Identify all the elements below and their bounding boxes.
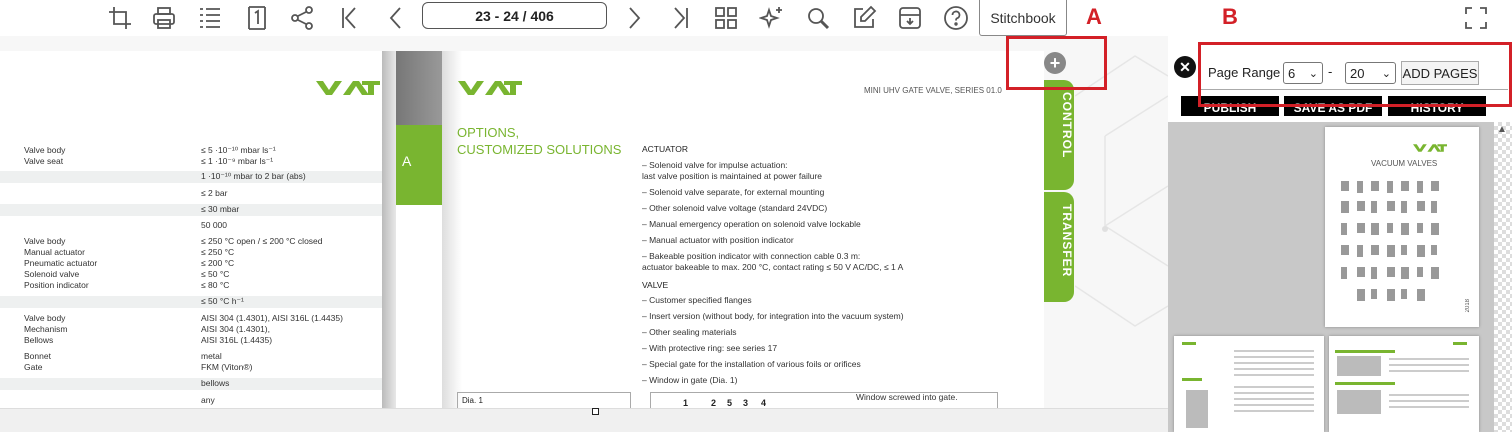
spec-value: 50 000 — [201, 220, 227, 230]
page-gutter — [442, 51, 462, 408]
thumbnail-content — [1174, 336, 1324, 432]
actuator-heading: ACTUATOR — [642, 144, 688, 154]
range-dash: - — [1328, 64, 1333, 79]
archive-icon[interactable] — [896, 4, 924, 32]
actuator-option: – Manual emergency operation on solenoid valve lockable — [642, 219, 861, 229]
valve-option: – With protective ring: see series 17 — [642, 343, 778, 353]
window-caption: Window screwed into gate. — [856, 392, 958, 402]
actuator-option: – Solenoid valve for impulse actuation: — [642, 160, 788, 170]
close-icon[interactable]: ✕ — [1174, 56, 1196, 78]
right-page — [396, 51, 1044, 408]
spec-row — [0, 378, 382, 390]
vat-logo — [458, 81, 522, 100]
scroll-handle[interactable] — [592, 408, 599, 415]
spec-label: Gate — [24, 362, 43, 372]
page-spine — [382, 51, 396, 408]
diagram-number: 5 — [727, 398, 733, 408]
grid-icon[interactable] — [712, 4, 740, 32]
toolbar — [0, 0, 1512, 36]
spec-row — [0, 395, 382, 407]
spec-label: Valve body — [24, 313, 66, 323]
valve-option: – Special gate for the installation of various foils or orifices — [642, 359, 861, 369]
spec-value: ≤ 2 bar — [201, 188, 228, 198]
last-page-icon[interactable] — [666, 4, 694, 32]
first-page-icon[interactable] — [336, 4, 364, 32]
cover-title: VACUUM VALVES — [1371, 159, 1438, 168]
spec-value: ≤ 5 ·10⁻¹⁰ mbar ls⁻¹ — [201, 145, 276, 155]
spec-value: bellows — [201, 378, 230, 388]
single-page-icon[interactable] — [243, 4, 271, 32]
sparkle-icon[interactable] — [758, 4, 786, 32]
valve-option: – Other sealing materials — [642, 327, 737, 337]
spec-value: ≤ 80 °C — [201, 280, 230, 290]
spec-row — [0, 204, 382, 216]
spec-value: AISI 304 (1.4301), — [201, 324, 270, 334]
spec-label: Valve seat — [24, 156, 64, 166]
thumbnail-page[interactable] — [1329, 336, 1479, 432]
thumbnail-cover[interactable] — [1325, 127, 1479, 327]
spec-label: Valve body — [24, 145, 66, 155]
page-range-to-value: 20 — [1350, 65, 1365, 81]
actuator-option: – Other solenoid valve voltage (standard 24VDC) — [642, 203, 828, 213]
spec-label: Bonnet — [24, 351, 51, 361]
spec-label: Mechanism — [24, 324, 68, 334]
print-icon[interactable] — [150, 4, 178, 32]
annotation-letter-a: A — [1086, 4, 1102, 29]
spec-row — [0, 280, 382, 292]
dia-label: Dia. 1 — [462, 396, 483, 405]
toc-icon[interactable] — [196, 4, 224, 32]
spec-value: 1 ·10⁻¹⁰ mbar to 2 bar (abs) — [201, 171, 306, 181]
actuator-option: – Solenoid valve separate, for external mounting — [642, 187, 825, 197]
spec-value: FKM (Viton®) — [201, 362, 253, 372]
thumbnail-content — [1329, 336, 1479, 432]
spec-label: Bellows — [24, 335, 54, 345]
spec-value: ≤ 200 °C — [201, 258, 235, 268]
fullscreen-icon[interactable] — [1462, 4, 1490, 32]
spec-row — [0, 188, 382, 200]
share-icon[interactable] — [288, 4, 316, 32]
chapter-tab-gray — [396, 51, 442, 125]
tab-transfer[interactable]: TRANSFER — [1044, 192, 1074, 302]
edit-icon[interactable] — [850, 4, 878, 32]
annotation-letter-b: B — [1222, 4, 1238, 29]
page-counter-input[interactable]: 23 - 24 / 406 — [422, 2, 607, 29]
spec-row — [0, 296, 382, 308]
valve-option: – Insert version (without body, for integration into the vacuum system) — [642, 311, 904, 321]
spec-row — [0, 335, 382, 347]
prev-page-icon[interactable] — [382, 4, 410, 32]
actuator-option: – Manual actuator with position indicator — [642, 235, 794, 245]
spec-row — [0, 171, 382, 183]
history-button[interactable]: HISTORY — [1388, 96, 1486, 116]
vertical-scrollbar[interactable] — [1494, 122, 1512, 432]
valve-images — [1337, 179, 1457, 309]
decorative-lines — [1075, 36, 1168, 408]
options-title-line2: CUSTOMIZED SOLUTIONS — [457, 142, 622, 157]
thumbnail-list[interactable] — [1168, 122, 1494, 432]
spec-value: AISI 304 (1.4301), AISI 316L (1.4435) — [201, 313, 343, 323]
spec-label: Pneumatic actuator — [24, 258, 98, 268]
spec-value: ≤ 50 °C h⁻¹ — [201, 296, 244, 306]
crop-icon[interactable] — [106, 4, 134, 32]
publish-button[interactable]: PUBLISH — [1181, 96, 1279, 116]
vat-logo — [316, 81, 380, 100]
annotation-box-a — [1006, 36, 1107, 90]
next-page-icon[interactable] — [620, 4, 648, 32]
spec-value: ≤ 250 °C — [201, 247, 235, 257]
thumbnail-page[interactable] — [1174, 336, 1324, 432]
spec-value: ≤ 1 ·10⁻⁹ mbar ls⁻¹ — [201, 156, 274, 166]
spec-value: ≤ 30 mbar — [201, 204, 240, 214]
diagram-number: 2 — [711, 398, 717, 408]
actuator-option: actuator bakeable to max. 200 °C, contact rating ≤ 50 V AC/DC, ≤ 1 A — [642, 262, 904, 272]
spec-label: Position indicator — [24, 280, 89, 290]
valve-heading: VALVE — [642, 280, 669, 290]
series-heading: MINI UHV GATE VALVE, SERIES 01.0 — [864, 86, 1002, 95]
page-range-from-value: 6 — [1288, 65, 1296, 81]
save-as-pdf-button[interactable]: SAVE AS PDF — [1284, 96, 1382, 116]
spec-label: Manual actuator — [24, 247, 85, 257]
spec-value: metal — [201, 351, 222, 361]
vat-logo — [1413, 139, 1447, 157]
actuator-option: – Bakeable position indicator with connection cable 0.3 m: — [642, 251, 861, 261]
annotation-box-b — [1198, 42, 1512, 107]
diagram-number: 4 — [761, 398, 767, 408]
spec-value: ≤ 250 °C open / ≤ 200 °C closed — [201, 236, 323, 246]
search-icon[interactable] — [804, 4, 832, 32]
spec-row — [0, 220, 382, 232]
spec-value: any — [201, 395, 215, 405]
spec-label: Solenoid valve — [24, 269, 80, 279]
options-title — [457, 124, 627, 158]
spec-value: ≤ 50 °C — [201, 269, 230, 279]
diagram-number: 1 — [683, 398, 689, 408]
chevron-down-icon: ⌄ — [1381, 67, 1391, 80]
add-bookmark-plus-icon[interactable]: + — [1044, 52, 1066, 74]
diagram-box — [457, 392, 631, 408]
tab-control[interactable]: CONTROL — [1044, 80, 1074, 190]
help-icon[interactable] — [942, 4, 970, 32]
document-viewer — [0, 36, 1168, 408]
chevron-down-icon: ⌄ — [1308, 67, 1318, 80]
add-pages-button[interactable]: ADD PAGES — [1401, 61, 1479, 85]
page-range-label: Page Range — [1208, 65, 1281, 80]
spec-row — [0, 362, 382, 374]
diagram-number: 3 — [743, 398, 749, 408]
actuator-option: last valve position is maintained at power failure — [642, 171, 823, 181]
cover-year: 2018 — [1465, 299, 1471, 313]
scroll-up-icon[interactable]: ▲ — [1497, 124, 1507, 135]
stitchbook-tab[interactable]: Stitchbook — [979, 0, 1067, 36]
spec-label: Valve body — [24, 236, 66, 246]
spec-row — [0, 156, 382, 168]
options-title-line1: OPTIONS, — [457, 125, 520, 140]
chapter-tab-a: A — [396, 125, 442, 205]
valve-option: – Window in gate (Dia. 1) — [642, 375, 738, 385]
valve-option: – Customer specified flanges — [642, 295, 752, 305]
spec-value: AISI 316L (1.4435) — [201, 335, 273, 345]
left-page — [0, 51, 382, 408]
